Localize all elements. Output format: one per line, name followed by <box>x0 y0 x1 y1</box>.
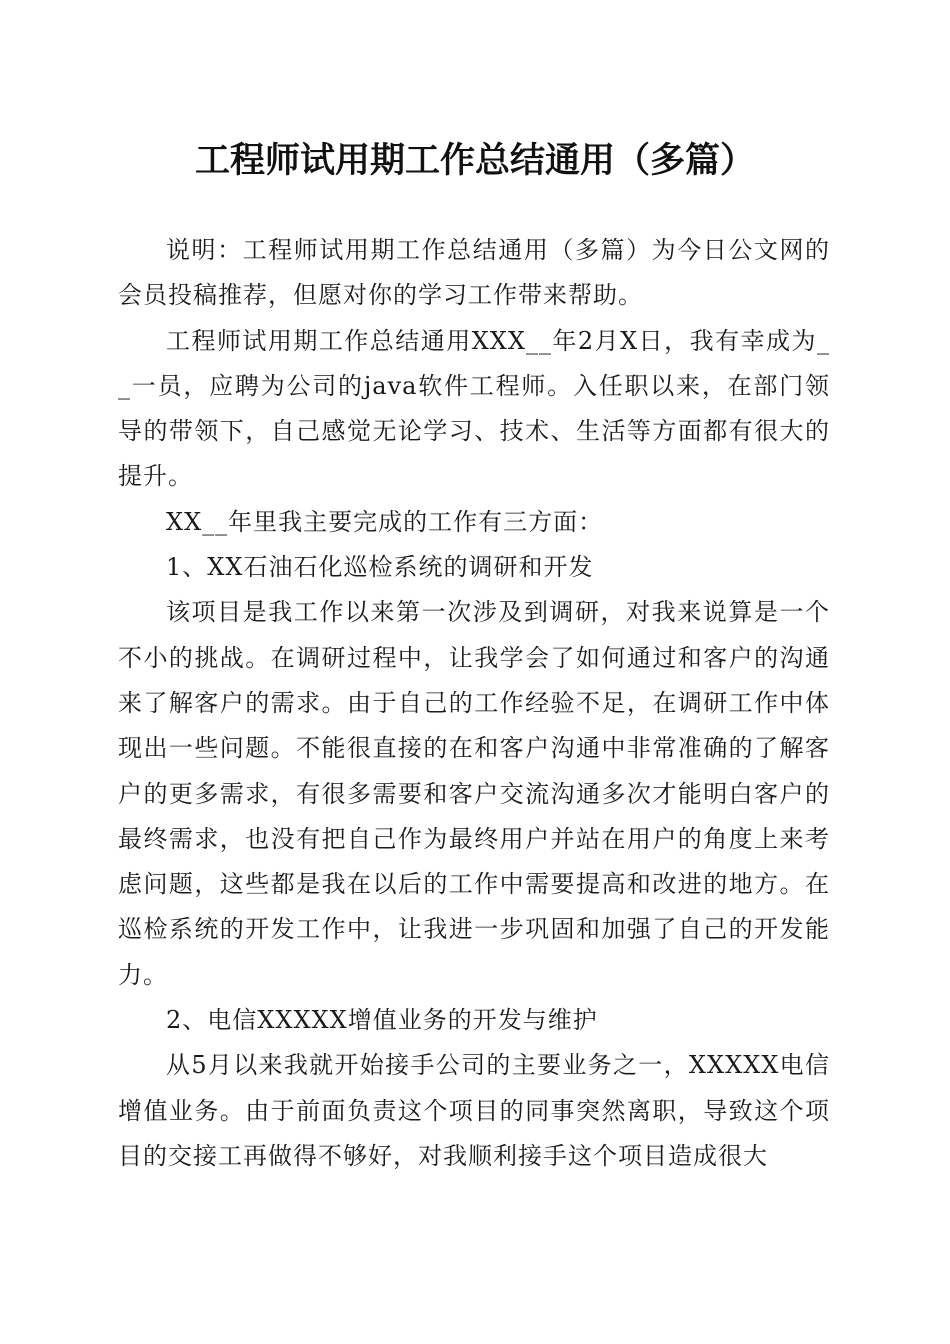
body-paragraph: 工程师试用期工作总结通用XXX__年2月X日，我有幸成为__一员，应聘为公司的java软件工程师。入任职以来，在部门领导的带领下，自己感觉无论学习、技术、生活等方面都有很大的提升。 <box>118 326 830 491</box>
body-paragraph: 从5月以来我就开始接手公司的主要业务之一，XXXXX电信增值业务。由于前面负责这个项目的同事突然离职，导致这个项目的交接工再做得不够好，对我顺利接手这个项目造成很大 <box>118 1051 830 1170</box>
document-body <box>118 228 830 1179</box>
section-heading-2: 2、电信XXXXX增值业务的开发与维护 <box>166 1006 598 1035</box>
section-intro-paragraph: XX__年里我主要完成的工作有三方面： <box>166 507 604 536</box>
section-heading-1: 1、XX石油石化巡检系统的调研和开发 <box>166 553 594 582</box>
document-title: 工程师试用期工作总结通用（多篇） <box>194 140 755 181</box>
intro-paragraph: 说明：工程师试用期工作总结通用（多篇）为今日公文网的会员投稿推荐，但愿对你的学习工作带来帮助。 <box>118 236 830 310</box>
body-paragraph: 该项目是我工作以来第一次涉及到调研，对我来说算是一个不小的挑战。在调研过程中，让我学会了如何通过和客户的沟通来了解客户的需求。由于自己的工作经验不足，在调研工作中体现出一些问题。不能很直接的在和客户沟通中非常准确的了解客户的更多需求，有很多需要和客户交流沟通多次才能明白客户的最终需求，也没有把自己作为最终用户并站在用户的角度上来考虑问题，这些都是我在以后的工作中需要提高和改进的地方。在巡检系统的开发工作中，让我进一步巩固和加强了自己的开发能力。 <box>118 598 830 989</box>
